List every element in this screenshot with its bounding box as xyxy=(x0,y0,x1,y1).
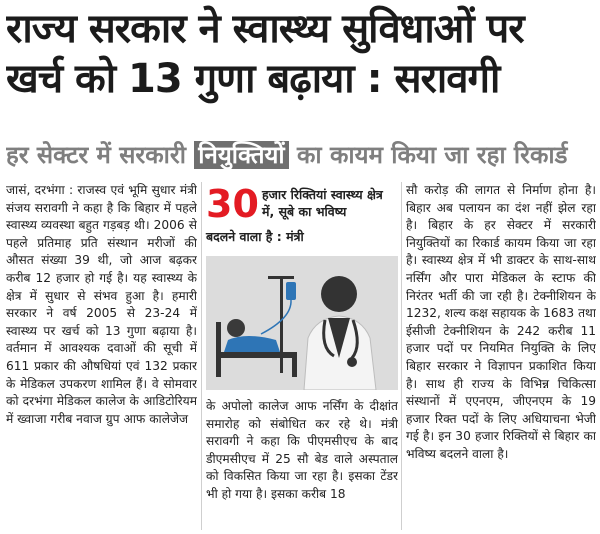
pull-quote xyxy=(206,182,398,252)
subhead-before: हर सेक्टर में सरकारी xyxy=(6,141,195,169)
headline xyxy=(6,4,596,104)
headline-line-2: खर्च को 13 गुणा बढ़ाया : सरावगी xyxy=(6,56,500,102)
pull-quote-text-continued: बदलने वाला है : मंत्री xyxy=(206,229,304,244)
subhead-after: का कायम किया जा रहा रिकार्ड xyxy=(288,141,568,169)
subhead-highlight: नियुक्तियों xyxy=(194,141,288,169)
column-divider xyxy=(201,182,202,530)
pull-quote-number: 30 xyxy=(206,182,259,226)
doctor-with-patient-illustration xyxy=(206,256,398,390)
illustration-svg xyxy=(206,256,398,390)
article-column-1: जासं, दरभंगा : राजस्व एवं भूमि सुधार मंत्री संजय सरावगी ने कहा है कि बिहार में पहले स्वास्थ्य व्यवस्था बहुत गड़बड़ थी। 2006 से पहले प्रतिमाह प्रति संस्थान मरीजों की औसत संख्या 39 थी, जो आज बढ़कर करीब 12 हजार हो गई है। यह स्वास्थ्य के क्षेत्र में सुधार से संभव हुआ है। हमारी सरकार ने वर्ष 2005 से 23-24 में स्वास्थ्य पर खर्च को 13 गुणा बढ़ाया है। वर्तमान में आवश्यक दवाओं की सूची में 611 प्रकार की औषधियां एवं 132 प्रकार के मेडिकल उपकरण शामिल हैं। वे सोमवार को दरभंगा मेडिकल कालेज के आडिटोरियम में ख्वाजा गरीब नवाज ग्रुप आफ कालेजेज xyxy=(6,183,197,426)
subheadline xyxy=(6,138,596,172)
article-column-2: के अपोलो कालेज आफ नर्सिंग के दीक्षांत समारोह को संबोधित कर रहे थे। मंत्री सरावगी ने कहा कि पीएमसीएच के बाद डीएमसीएच में 25 सौ बेड वाले अस्पताल को विकसित किया जा रहा है। इसका टेंडर भी हो गया है। इसका करीब 18 xyxy=(206,399,398,501)
column-divider xyxy=(401,182,402,530)
pull-quote-text: हजार रिक्तियां स्वास्थ्य क्षेत्र में, सूबे का भविष्य xyxy=(262,187,383,219)
iv-bag xyxy=(286,282,296,300)
iv-stand xyxy=(280,278,283,373)
headline-line-1: राज्य सरकार ने स्वास्थ्य सुविधाओं पर xyxy=(6,6,524,52)
doctor-head xyxy=(321,276,357,312)
patient-head xyxy=(227,319,245,337)
article-column-3: सौ करोड़ की लागत से निर्माण होना है। बिहार अब पलायन का दंश नहीं झेल रहा है। बिहार के हर सेक्टर में सरकारी नियुक्तियों का रिकार्ड कायम किया जा रहा है। स्वास्थ्य क्षेत्र में भी डाक्टर के साथ-साथ नर्सिंग और पारा मेडिकल के स्टाफ की निरंतर भर्ती की जा रही है। टेक्नीशियन के 1232, शल्य कक्ष सहायक के 1683 तथा ईसीजी टेक्नीशियन के 242 करीब 11 हजार पदों पर नियमित नियुक्ति के लिए बिहार सरकार ने विज्ञापन प्रकाशित किया है। साथ ही राज्य के विभिन्न चिकित्सा संस्थानों में एएनएम, जीएनएम के 19 हजार रिक्त पदों के लिए अधियाचना भेजी गई है। इन 30 हजार रिक्तियों से बिहार का भविष्य बदलने वाला है। xyxy=(406,183,596,461)
hospital-bed xyxy=(216,352,296,358)
